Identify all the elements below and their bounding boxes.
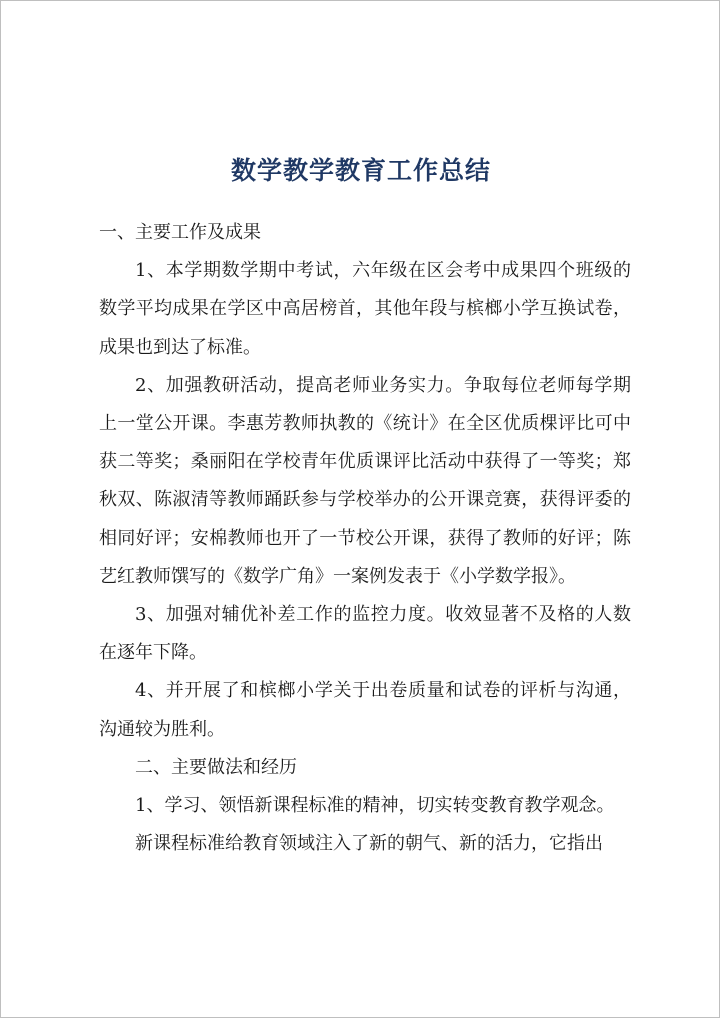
paragraph: 2、加强教研活动，提高老师业务实力。争取每位老师每学期上一堂公开课。李惠芳教师执教的《统计》在全区优质棵评比可中获二等奖；桑丽阳在学校青年优质课评比活动中获得了一等奖；郑秋双、陈淑清等教师踊跃参与学校举办的公开课竞赛，获得评委的相同好评；安棉教师也开了一节校公开课，获得了教师的好评；陈艺红教师馔写的《数学广角》一案例发表于《小学数学报》。 (99, 374, 631, 587)
document-body (99, 214, 631, 863)
section-heading: 一、主要工作及成果 (99, 222, 261, 243)
section-heading: 二、主要做法和经历 (135, 756, 297, 778)
paragraph: 1、学习、领悟新课程标准的精神，切实转变教育教学观念。 (135, 795, 615, 817)
paragraph: 1、本学期数学期中考试，六年级在区会考中成果四个班级的数学平均成果在学区中高居榜首，其他年段与槟榔小学互换试卷，成果也到达了标准。 (99, 260, 631, 358)
paragraph: 4、并开展了和槟榔小学关于出卷质量和试卷的评析与沟通，沟通较为胜利。 (99, 680, 631, 740)
document-title: 数学教学教育工作总结 (230, 156, 491, 185)
paragraph: 新课程标准给教育领域注入了新的朝气、新的活力，它指出 (135, 833, 603, 855)
paragraph: 3、加强对辅优补差工作的监控力度。收效显著不及格的人数在逐年下降。 (99, 604, 631, 664)
